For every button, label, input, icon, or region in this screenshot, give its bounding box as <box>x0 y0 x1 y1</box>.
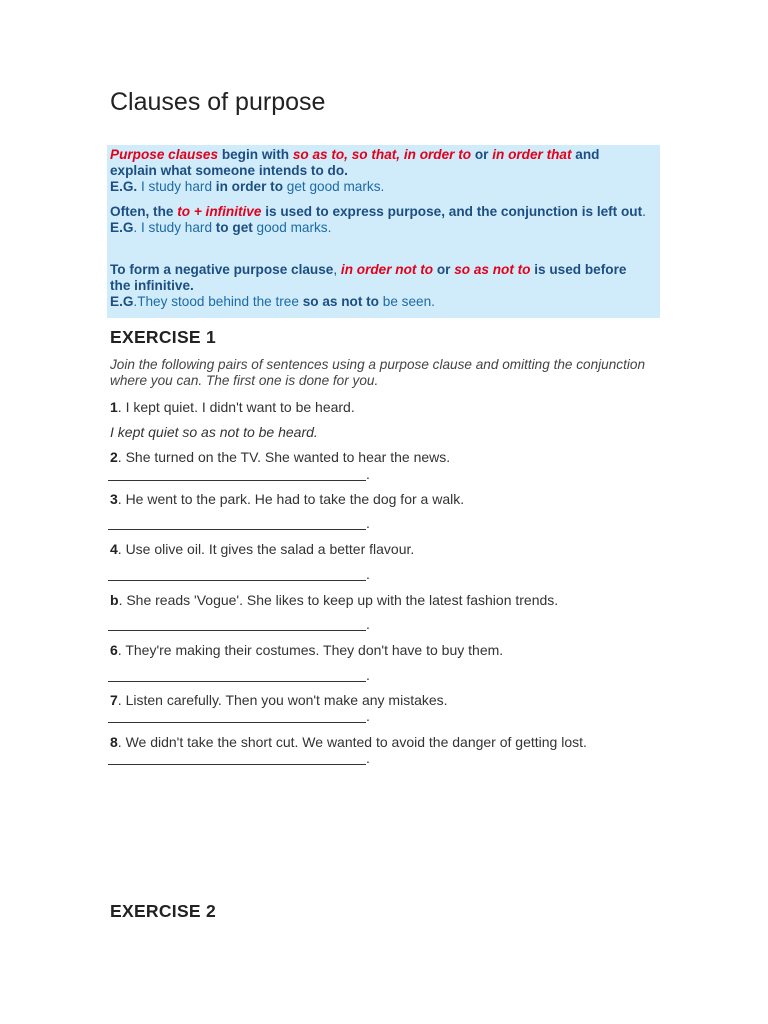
rule-negative-purpose <box>110 262 648 310</box>
rule-to-infinitive <box>110 204 648 236</box>
example-text: I study hard <box>137 179 216 194</box>
item-text: . They're making their costumes. They don't have to buy them. <box>117 642 504 658</box>
item-text: . She reads 'Vogue'. She likes to keep up with the latest fashion trends. <box>118 592 559 608</box>
exercise-item-1 <box>110 399 355 415</box>
example-label: E.G. <box>110 179 138 194</box>
exercise-item-3 <box>110 491 464 507</box>
answer-blank-2[interactable] <box>108 479 366 481</box>
example-highlight: to get <box>215 220 253 235</box>
answer-blank-7[interactable] <box>108 721 366 723</box>
item-number: 8 <box>110 734 118 750</box>
exercise1-instructions: Join the following pairs of sentences using a purpose clause and omitting the conjunction where you can. The first one is done for you. <box>110 357 646 388</box>
example-highlight: so as not to <box>302 294 379 309</box>
example-label: E.G <box>110 220 134 235</box>
rule2-term: to + infinitive <box>177 204 262 219</box>
page-title: Clauses of purpose <box>110 88 326 116</box>
answer-blank-3[interactable] <box>108 528 366 530</box>
rule3-term1: in order not to <box>340 262 434 277</box>
rule2-example <box>110 220 331 235</box>
item-text: . We didn't take the short cut. We wanted to avoid the danger of getting lost. <box>117 734 587 750</box>
example-text: . I study hard <box>133 220 216 235</box>
rule1-conjunctions: so as to, so that, in order to <box>292 147 472 162</box>
answer-blank-4[interactable] <box>108 579 366 581</box>
item-number: 2 <box>110 449 118 465</box>
exercise-item-2 <box>110 449 450 465</box>
rule1-or: or <box>471 147 493 162</box>
example-text: .They stood behind the tree <box>133 294 303 309</box>
exercise-item-7 <box>110 692 448 708</box>
item-text: . He went to the park. He had to take the dog for a walk. <box>117 491 465 507</box>
item-text: . I kept quiet. I didn't want to be heard. <box>117 399 355 415</box>
grammar-rules-box <box>107 145 660 318</box>
example-text-end: good marks. <box>252 220 332 235</box>
rule2-text: Often, the <box>110 204 178 219</box>
exercise-item-4 <box>110 541 414 557</box>
answer-blank-period: . <box>366 515 370 531</box>
item-number: 1 <box>110 399 118 415</box>
answer-blank-period: . <box>366 750 370 766</box>
answer-blank-period: . <box>366 667 370 683</box>
rule3-text-end: is used before the infinitive. <box>110 262 627 293</box>
rule3-comma: , <box>333 262 341 277</box>
example-answer: I kept quiet so as not to be heard. <box>110 424 318 440</box>
answer-blank-5[interactable] <box>108 629 366 631</box>
rule1-text: begin with <box>218 147 293 162</box>
rule2-text-end: is used to express purpose, and the conjunction is left out <box>261 204 643 219</box>
rule1-text-end: and explain what someone intends to do. <box>110 147 600 178</box>
answer-blank-8[interactable] <box>108 763 366 765</box>
example-text-end: be seen. <box>378 294 435 309</box>
exercise-item-6 <box>110 642 503 658</box>
answer-blank-period: . <box>366 566 370 582</box>
item-number: 7 <box>110 692 118 708</box>
item-text: . Listen carefully. Then you won't make any mistakes. <box>117 692 448 708</box>
item-number: 6 <box>110 642 118 658</box>
answer-blank-6[interactable] <box>108 680 366 682</box>
answer-blank-period: . <box>366 466 370 482</box>
rule-purpose-clauses <box>110 147 648 195</box>
item-number: b <box>110 592 119 608</box>
exercise2-heading: EXERCISE 2 <box>110 901 217 921</box>
rule3-term2: so as not to <box>454 262 531 277</box>
item-text: . She turned on the TV. She wanted to hear the news. <box>117 449 451 465</box>
exercise1-heading: EXERCISE 1 <box>110 327 217 347</box>
item-number: 4 <box>110 541 118 557</box>
rule1-example <box>110 179 384 194</box>
example-highlight: in order to <box>215 179 284 194</box>
rule3-text: To form a negative purpose clause <box>110 262 334 277</box>
answer-blank-period: . <box>366 616 370 632</box>
exercise-item-8 <box>110 734 587 750</box>
rule3-example <box>110 294 435 309</box>
item-number: 3 <box>110 491 118 507</box>
item-text: . Use olive oil. It gives the salad a better flavour. <box>117 541 415 557</box>
rule3-or: or <box>433 262 455 277</box>
example-text-end: get good marks. <box>283 179 385 194</box>
answer-blank-period: . <box>366 708 370 724</box>
rule2-period: . <box>642 204 646 219</box>
rule1-conjunction-last: in order that <box>492 147 572 162</box>
example-label: E.G <box>110 294 134 309</box>
rule1-term: Purpose clauses <box>110 147 219 162</box>
exercise-item-5 <box>110 592 558 608</box>
